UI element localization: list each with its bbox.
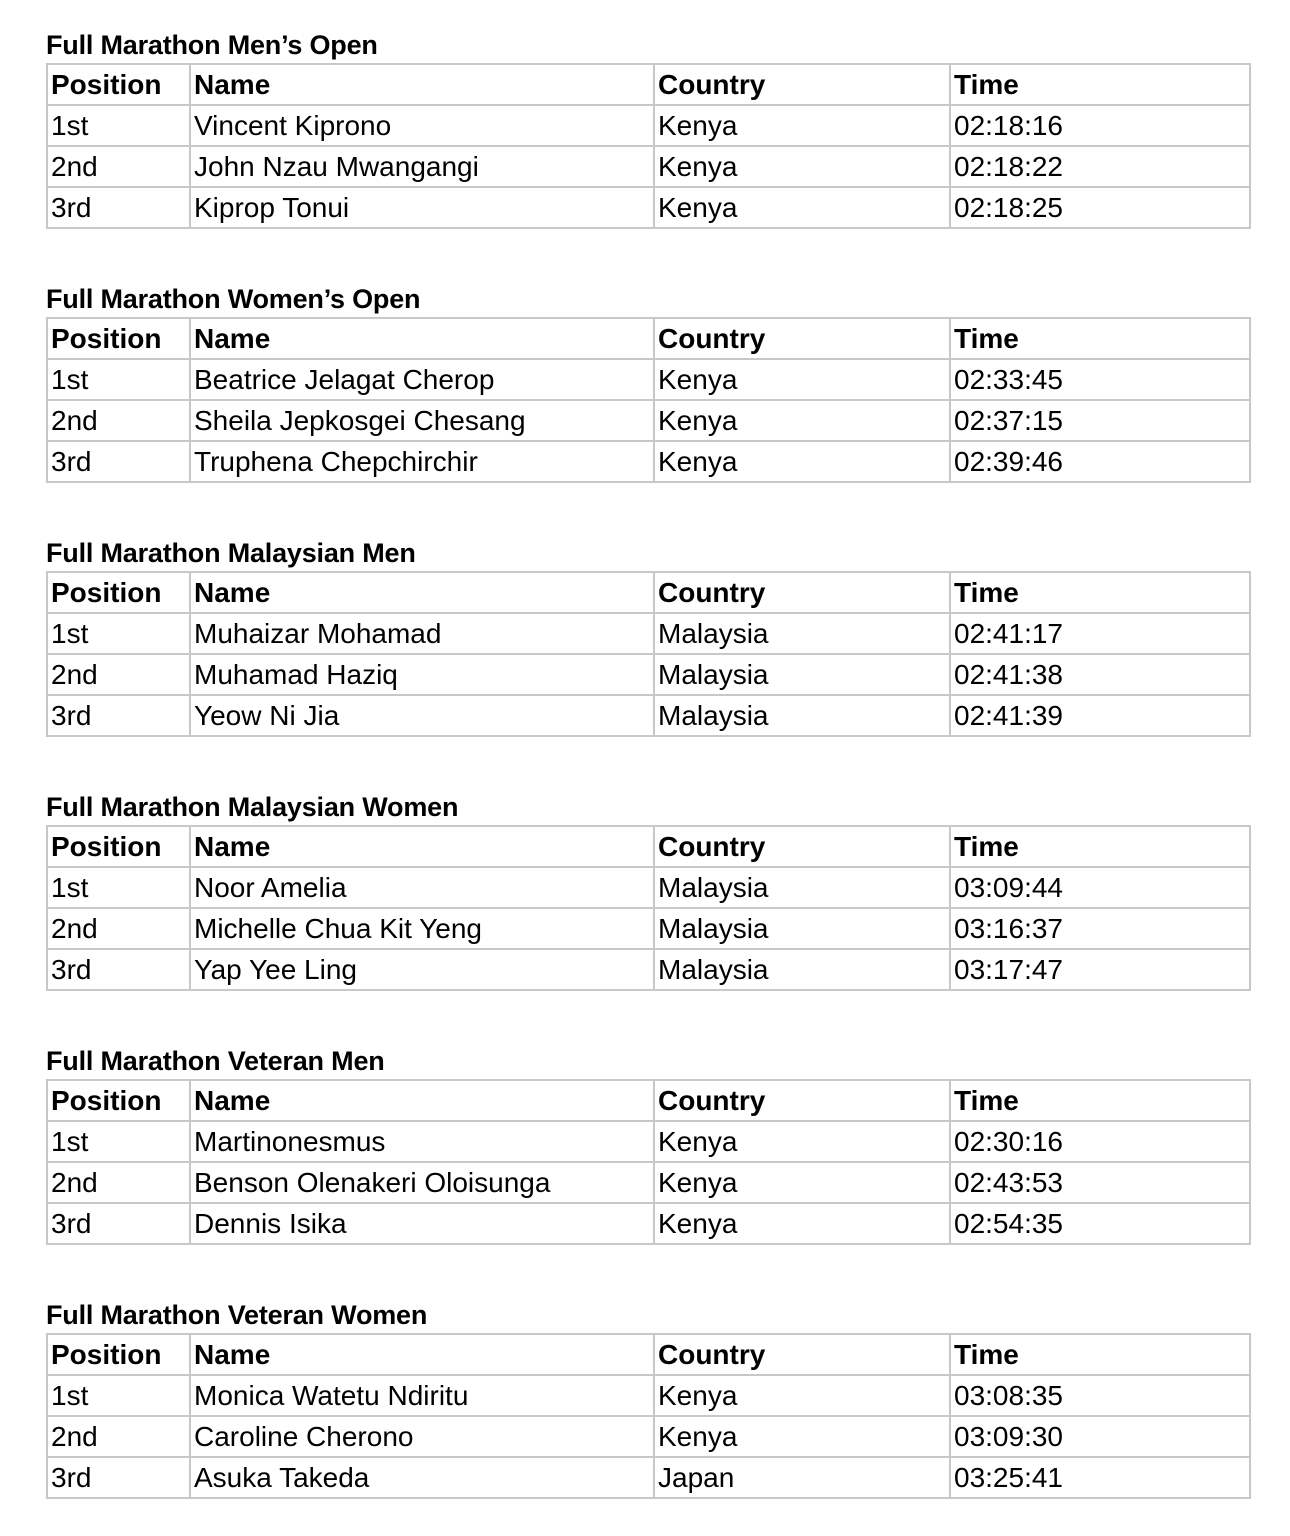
cell-country: Kenya	[654, 441, 950, 482]
cell-time: 02:18:16	[950, 105, 1250, 146]
cell-country: Kenya	[654, 1121, 950, 1162]
section-title: Full Marathon Malaysian Women	[46, 792, 459, 822]
cell-time: 02:41:17	[950, 613, 1250, 654]
section-title: Full Marathon Women’s Open	[46, 284, 421, 314]
cell-time: 02:30:16	[950, 1121, 1250, 1162]
header-country: Country	[654, 572, 950, 613]
header-country: Country	[654, 1080, 950, 1121]
cell-country: Kenya	[654, 105, 950, 146]
cell-time: 02:18:25	[950, 187, 1250, 228]
cell-position: 2nd	[47, 400, 190, 441]
header-name: Name	[190, 826, 654, 867]
header-country: Country	[654, 1334, 950, 1375]
header-time: Time	[950, 826, 1250, 867]
cell-position: 3rd	[47, 695, 190, 736]
cell-name: Beatrice Jelagat Cherop	[190, 359, 654, 400]
cell-position: 1st	[47, 1121, 190, 1162]
cell-name: Muhamad Haziq	[190, 654, 654, 695]
table-row	[47, 1375, 1250, 1416]
section-title: Full Marathon Veteran Women	[46, 1300, 428, 1330]
cell-position: 1st	[47, 1375, 190, 1416]
results-table	[46, 317, 1251, 483]
table-row	[47, 695, 1250, 736]
cell-country: Kenya	[654, 400, 950, 441]
header-position: Position	[47, 1080, 190, 1121]
cell-country: Malaysia	[654, 613, 950, 654]
cell-position: 3rd	[47, 1203, 190, 1244]
cell-country: Malaysia	[654, 654, 950, 695]
cell-position: 1st	[47, 867, 190, 908]
table-row	[47, 105, 1250, 146]
header-time: Time	[950, 1080, 1250, 1121]
table-row	[47, 908, 1250, 949]
cell-position: 2nd	[47, 654, 190, 695]
cell-name: Asuka Takeda	[190, 1457, 654, 1498]
cell-name: John Nzau Mwangangi	[190, 146, 654, 187]
cell-country: Malaysia	[654, 867, 950, 908]
table-header-row	[47, 64, 1250, 105]
header-name: Name	[190, 318, 654, 359]
table-row	[47, 1121, 1250, 1162]
header-country: Country	[654, 826, 950, 867]
cell-country: Kenya	[654, 187, 950, 228]
cell-name: Martinonesmus	[190, 1121, 654, 1162]
cell-position: 3rd	[47, 187, 190, 228]
cell-country: Malaysia	[654, 908, 950, 949]
cell-name: Dennis Isika	[190, 1203, 654, 1244]
cell-time: 03:09:30	[950, 1416, 1250, 1457]
table-header-row	[47, 826, 1250, 867]
cell-position: 3rd	[47, 441, 190, 482]
cell-time: 03:17:47	[950, 949, 1250, 990]
cell-time: 02:39:46	[950, 441, 1250, 482]
header-name: Name	[190, 572, 654, 613]
header-position: Position	[47, 64, 190, 105]
table-row	[47, 1457, 1250, 1498]
table-header-row	[47, 1334, 1250, 1375]
header-position: Position	[47, 318, 190, 359]
table-header-row	[47, 318, 1250, 359]
cell-time: 03:08:35	[950, 1375, 1250, 1416]
header-position: Position	[47, 826, 190, 867]
table-row	[47, 146, 1250, 187]
cell-country: Kenya	[654, 359, 950, 400]
cell-name: Vincent Kiprono	[190, 105, 654, 146]
cell-name: Truphena Chepchirchir	[190, 441, 654, 482]
header-name: Name	[190, 1334, 654, 1375]
table-row	[47, 400, 1250, 441]
results-table	[46, 571, 1251, 737]
cell-time: 02:33:45	[950, 359, 1250, 400]
cell-time: 03:09:44	[950, 867, 1250, 908]
results-table	[46, 1333, 1251, 1499]
cell-name: Michelle Chua Kit Yeng	[190, 908, 654, 949]
cell-country: Kenya	[654, 146, 950, 187]
cell-time: 03:16:37	[950, 908, 1250, 949]
table-row	[47, 949, 1250, 990]
cell-country: Malaysia	[654, 695, 950, 736]
cell-time: 02:43:53	[950, 1162, 1250, 1203]
cell-position: 2nd	[47, 1162, 190, 1203]
cell-name: Yap Yee Ling	[190, 949, 654, 990]
header-name: Name	[190, 1080, 654, 1121]
cell-position: 1st	[47, 613, 190, 654]
cell-country: Malaysia	[654, 949, 950, 990]
results-table	[46, 825, 1251, 991]
cell-name: Benson Olenakeri Oloisunga	[190, 1162, 654, 1203]
cell-position: 2nd	[47, 908, 190, 949]
cell-country: Kenya	[654, 1162, 950, 1203]
cell-name: Monica Watetu Ndiritu	[190, 1375, 654, 1416]
section-title: Full Marathon Malaysian Men	[46, 538, 416, 568]
table-row	[47, 654, 1250, 695]
cell-name: Noor Amelia	[190, 867, 654, 908]
cell-position: 3rd	[47, 949, 190, 990]
cell-name: Caroline Cherono	[190, 1416, 654, 1457]
cell-name: Muhaizar Mohamad	[190, 613, 654, 654]
header-time: Time	[950, 318, 1250, 359]
results-table	[46, 1079, 1251, 1245]
cell-time: 02:54:35	[950, 1203, 1250, 1244]
cell-time: 02:41:39	[950, 695, 1250, 736]
table-row	[47, 1162, 1250, 1203]
cell-time: 02:18:22	[950, 146, 1250, 187]
cell-time: 03:25:41	[950, 1457, 1250, 1498]
header-position: Position	[47, 572, 190, 613]
header-name: Name	[190, 64, 654, 105]
cell-position: 3rd	[47, 1457, 190, 1498]
cell-name: Yeow Ni Jia	[190, 695, 654, 736]
cell-country: Kenya	[654, 1416, 950, 1457]
header-time: Time	[950, 64, 1250, 105]
table-row	[47, 613, 1250, 654]
header-time: Time	[950, 572, 1250, 613]
header-time: Time	[950, 1334, 1250, 1375]
cell-country: Kenya	[654, 1375, 950, 1416]
cell-name: Kiprop Tonui	[190, 187, 654, 228]
cell-country: Japan	[654, 1457, 950, 1498]
table-header-row	[47, 1080, 1250, 1121]
section-title: Full Marathon Veteran Men	[46, 1046, 385, 1076]
cell-country: Kenya	[654, 1203, 950, 1244]
cell-position: 1st	[47, 359, 190, 400]
cell-time: 02:41:38	[950, 654, 1250, 695]
header-country: Country	[654, 64, 950, 105]
cell-position: 2nd	[47, 1416, 190, 1457]
table-row	[47, 359, 1250, 400]
header-country: Country	[654, 318, 950, 359]
table-row	[47, 867, 1250, 908]
table-row	[47, 1416, 1250, 1457]
cell-name: Sheila Jepkosgei Chesang	[190, 400, 654, 441]
table-row	[47, 1203, 1250, 1244]
results-table	[46, 63, 1251, 229]
cell-position: 2nd	[47, 146, 190, 187]
cell-time: 02:37:15	[950, 400, 1250, 441]
cell-position: 1st	[47, 105, 190, 146]
header-position: Position	[47, 1334, 190, 1375]
section-title: Full Marathon Men’s Open	[46, 30, 378, 60]
table-row	[47, 187, 1250, 228]
table-row	[47, 441, 1250, 482]
table-header-row	[47, 572, 1250, 613]
